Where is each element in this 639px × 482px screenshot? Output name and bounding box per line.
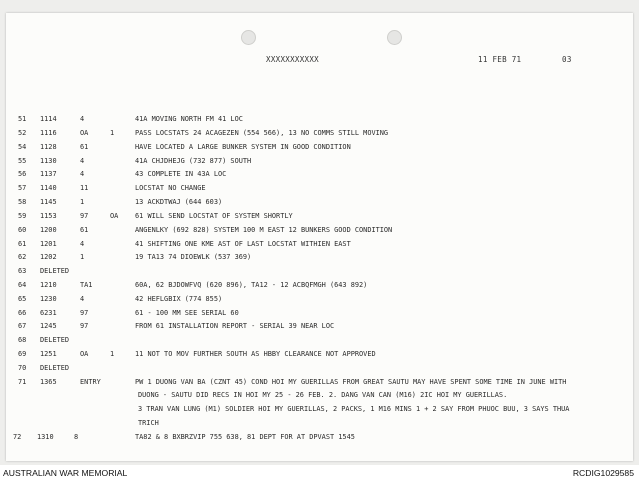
from-cell: ENTRY [80, 378, 101, 386]
log-row [0, 376, 627, 388]
from-cell: 97 [80, 322, 89, 330]
serial-number: 67 [18, 322, 27, 330]
serial-number: 52 [18, 129, 27, 137]
message-text: DUONG - SAUTU DID RECS IN HOI MY 25 - 26 FEB. 2. DANG VAN CAN (M16) 2IC HOI MY GUERILLAS. [138, 391, 508, 399]
serial-number: 65 [18, 295, 27, 303]
serial-number: 58 [18, 198, 27, 206]
serial-number: 55 [18, 157, 27, 165]
time-cell: 1145 [40, 198, 57, 206]
message-text: FROM 61 INSTALLATION REPORT - SERIAL 39 NEAR LOC [135, 322, 335, 330]
from-cell: 61 [80, 226, 89, 234]
log-row [0, 431, 627, 443]
message-text: 19 TA13 74 DIOEWLK (537 369) [135, 253, 252, 261]
message-text: 41A MOVING NORTH FM 41 LOC [135, 115, 243, 123]
from-cell: 4 [80, 240, 85, 248]
time-cell: 1153 [40, 212, 57, 220]
message-text: HAVE LOCATED A LARGE BUNKER SYSTEM IN GOOD CONDITION [135, 143, 351, 151]
from-cell: OA [80, 350, 89, 358]
time-cell: 1116 [40, 129, 57, 137]
time-cell: 1230 [40, 295, 57, 303]
from-cell: 1 [80, 198, 85, 206]
log-row [0, 307, 627, 319]
log-row [0, 417, 627, 429]
time-cell: 1201 [40, 240, 57, 248]
serial-number: 61 [18, 240, 27, 248]
message-text: 60A, 62 BJDOWFVQ (620 896), TA12 - 12 ACBQFMGH (643 892) [135, 281, 368, 289]
footer-source: AUSTRALIAN WAR MEMORIAL [3, 468, 128, 478]
log-row [0, 279, 627, 291]
punch-hole [387, 30, 402, 45]
serial-number: 56 [18, 170, 27, 178]
from-cell: 4 [80, 295, 85, 303]
time-cell: 1200 [40, 226, 57, 234]
serial-number: 69 [18, 350, 27, 358]
from-cell: OA [80, 129, 89, 137]
serial-number: 64 [18, 281, 27, 289]
log-row [0, 389, 627, 401]
deleted-marker: DELETED [40, 364, 70, 372]
from-cell: 4 [80, 170, 85, 178]
punch-hole [241, 30, 256, 45]
log-row [0, 320, 627, 332]
message-text: 11 NOT TO MOV FURTHER SOUTH AS HBBY CLEARANCE NOT APPROVED [135, 350, 376, 358]
log-row [0, 196, 627, 208]
message-text: 61 WILL SEND LOCSTAT OF SYSTEM SHORTLY [135, 212, 293, 220]
time-cell: 1365 [40, 378, 57, 386]
from-cell: TA1 [80, 281, 93, 289]
log-row [0, 168, 627, 180]
serial-number: 68 [18, 336, 27, 344]
from-cell: 4 [80, 157, 85, 165]
time-cell: 1130 [40, 157, 57, 165]
from-cell: 11 [80, 184, 89, 192]
log-row [0, 127, 627, 139]
time-cell: 1202 [40, 253, 57, 261]
deleted-marker: DELETED [40, 336, 70, 344]
message-text: TRICH [138, 419, 159, 427]
serial-number: 54 [18, 143, 27, 151]
log-row [0, 141, 627, 153]
serial-number: 62 [18, 253, 27, 261]
header-page-number: 03 [562, 55, 572, 64]
message-text: 61 - 100 MM SEE SERIAL 60 [135, 309, 239, 317]
from-cell: 61 [80, 143, 89, 151]
message-text: 41A CHJDHEJG (732 877) SOUTH [135, 157, 252, 165]
message-text: ANGENLKY (692 828) SYSTEM 100 M EAST 12 BUNKERS GOOD CONDITION [135, 226, 393, 234]
log-row [0, 362, 627, 374]
log-row [0, 403, 627, 415]
message-text: TA82 & 8 BXBRZVIP 755 638, 81 DEPT FOR AT DPVAST 1545 [135, 433, 355, 441]
log-row [0, 238, 627, 250]
message-text: 42 HEFLGBIX (774 855) [135, 295, 223, 303]
message-text: LOCSTAT NO CHANGE [135, 184, 206, 192]
log-row [0, 265, 627, 277]
message-text: 13 ACKDTWAJ (644 603) [135, 198, 223, 206]
from-cell: 97 [80, 309, 89, 317]
header-date: 11 FEB 71 [478, 55, 522, 64]
serial-number: 57 [18, 184, 27, 192]
from-cell: 97 [80, 212, 89, 220]
time-cell: 1210 [40, 281, 57, 289]
from-cell: 1 [80, 253, 85, 261]
log-row [0, 224, 627, 236]
serial-number: 72 [13, 433, 22, 441]
time-cell: 6231 [40, 309, 57, 317]
message-text: 43 COMPLETE IN 43A LOC [135, 170, 227, 178]
time-cell: 1245 [40, 322, 57, 330]
log-row [0, 210, 627, 222]
serial-number: 71 [18, 378, 27, 386]
message-text: PASS LOCSTATS 24 ACAGEZEN (554 566), 13 NO COMMS STILL MOVING [135, 129, 389, 137]
log-row [0, 293, 627, 305]
from-cell: 8 [74, 433, 79, 441]
serial-number: 66 [18, 309, 27, 317]
from-cell: 4 [80, 115, 85, 123]
time-cell: 1137 [40, 170, 57, 178]
message-text: 3 TRAN VAN LUNG (M1) SOLDIER HOI MY GUERILLAS, 2 PACKS, 1 M16 MINS 1 + 2 SAY FROM PHUOC BUU, 3 SAYS THUA [138, 405, 570, 413]
serial-number: 59 [18, 212, 27, 220]
time-cell: 1114 [40, 115, 57, 123]
serial-number: 51 [18, 115, 27, 123]
header-serial: XXXXXXXXXXX [266, 55, 319, 64]
log-row [0, 334, 627, 346]
serial-number: 63 [18, 267, 27, 275]
serial-number: 70 [18, 364, 27, 372]
time-cell: 1140 [40, 184, 57, 192]
archive-footer [0, 465, 639, 482]
log-row [0, 113, 627, 125]
log-row [0, 182, 627, 194]
to-cell: 1 [110, 350, 115, 358]
log-row [0, 251, 627, 263]
to-cell: 1 [110, 129, 115, 137]
message-text: PW 1 DUONG VAN BA (CZNT 45) COND HOI MY GUERILLAS FROM GREAT SAUTU MAY HAVE SPENT SOME TIME IN JUNE WITH [135, 378, 567, 386]
footer-reference: RCDIG1029585 [572, 468, 634, 478]
to-cell: OA [110, 212, 119, 220]
message-text: 41 SHIFTING ONE KME AST OF LAST LOCSTAT WITHIEN EAST [135, 240, 351, 248]
time-cell: 1251 [40, 350, 57, 358]
time-cell: 1128 [40, 143, 57, 151]
deleted-marker: DELETED [40, 267, 70, 275]
time-cell: 1310 [37, 433, 54, 441]
serial-number: 60 [18, 226, 27, 234]
log-row [0, 155, 627, 167]
log-row [0, 348, 627, 360]
